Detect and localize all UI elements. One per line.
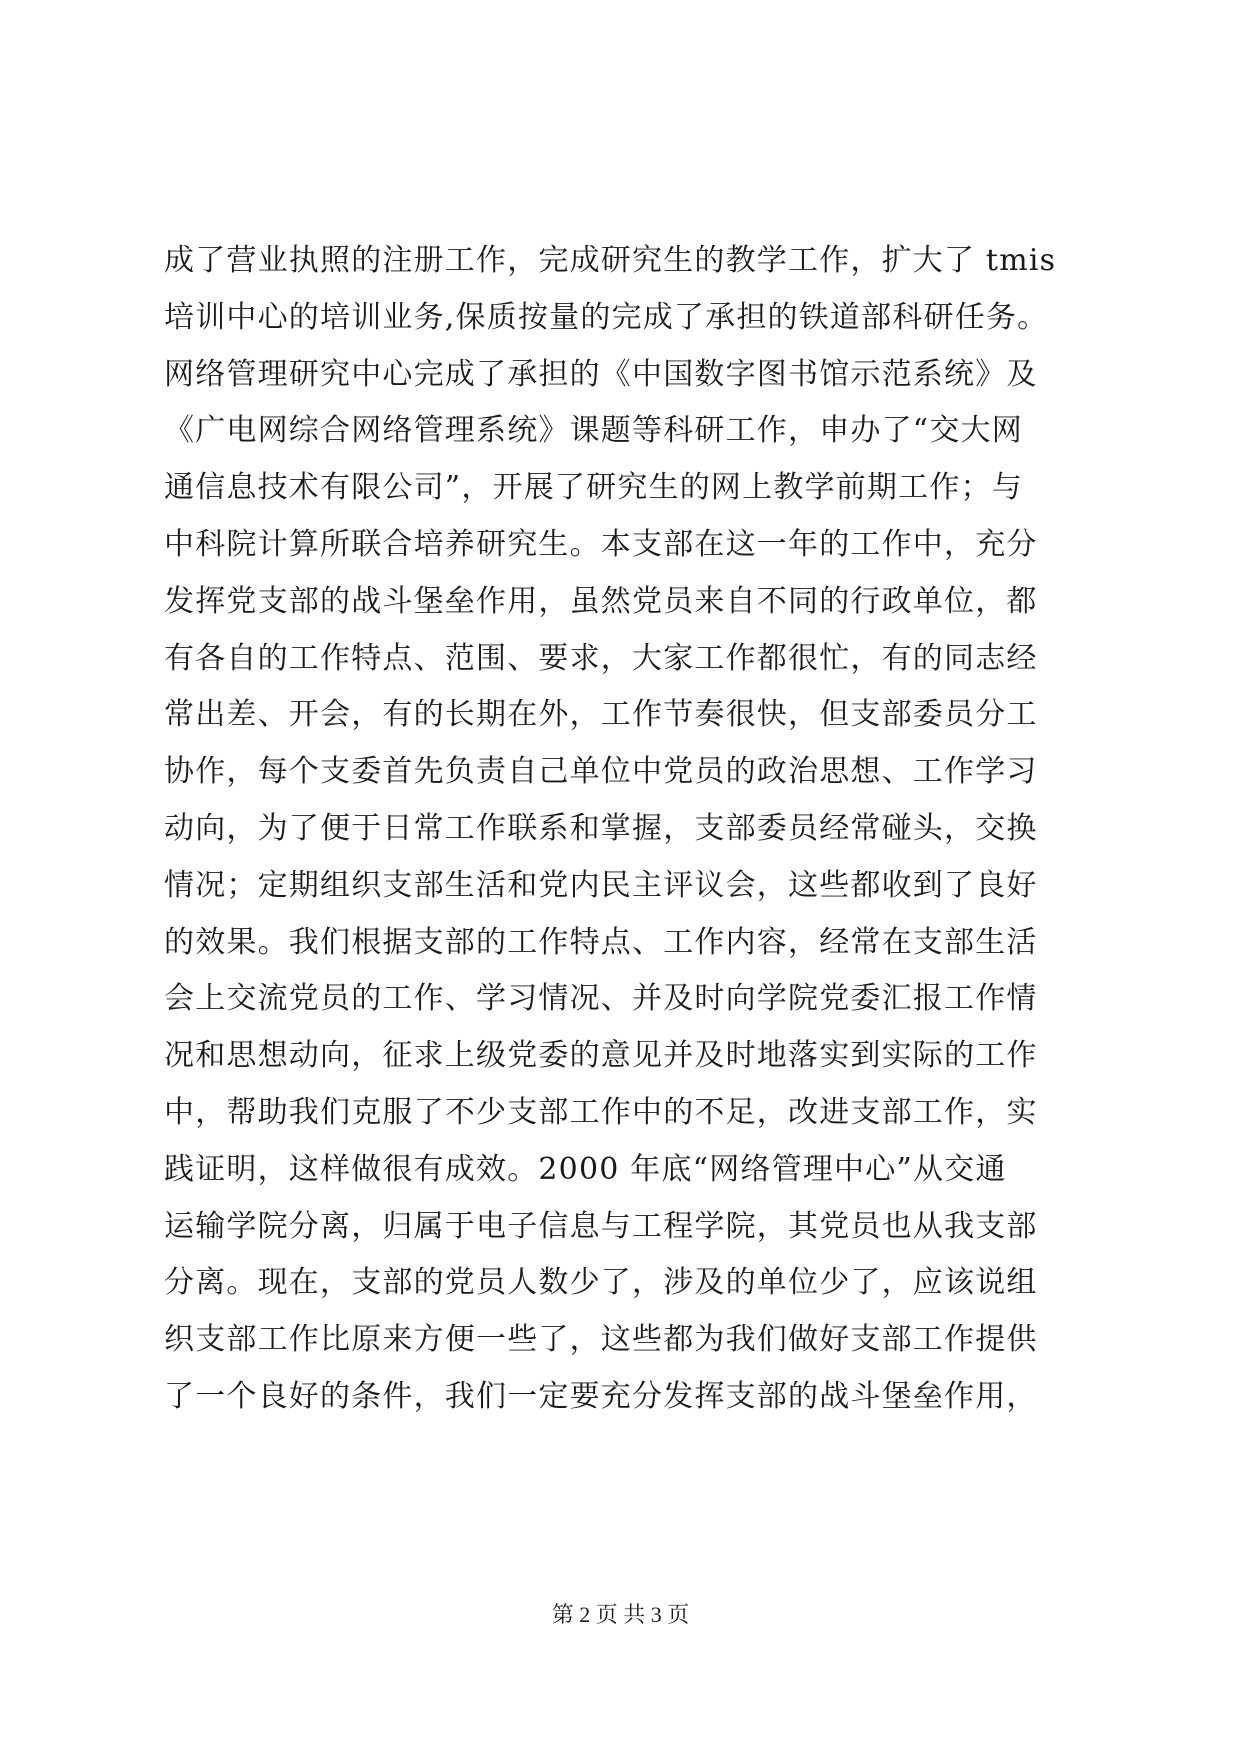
text-line: 动向，为了便于日常工作联系和掌握，支部委员经常碰头，交换 xyxy=(164,810,1038,846)
text-line: 《广电网综合网络管理系统》课题等科研工作，申办了“交大网 xyxy=(164,413,1023,449)
text-line: 会上交流党员的工作、学习情况、并及时向学院党委汇报工作情 xyxy=(164,981,1038,1017)
body-text xyxy=(164,233,1124,1426)
text-line: 织支部工作比原来方便一些了，这些都为我们做好支部工作提供 xyxy=(164,1322,1038,1358)
text-line: 发挥党支部的战斗堡垒作用，虽然党员来自不同的行政单位，都 xyxy=(164,583,1038,619)
text-line: 中科院计算所联合培养研究生。本支部在这一年的工作中，充分 xyxy=(164,526,1038,562)
text-line: 分离。现在，支部的党员人数少了，涉及的单位少了，应该说组 xyxy=(164,1265,1038,1301)
text-line: 中，帮助我们克服了不少支部工作中的不足，改进支部工作，实 xyxy=(164,1094,1038,1130)
text-line: 情况；定期组织支部生活和党内民主评议会，这些都收到了良好 xyxy=(164,867,1038,903)
text-line: 运输学院分离，归属于电子信息与工程学院，其党员也从我支部 xyxy=(164,1208,1038,1244)
text-line: 有各自的工作特点、范围、要求，大家工作都很忙，有的同志经 xyxy=(164,640,1038,676)
text-line: 的效果。我们根据支部的工作特点、工作内容，经常在支部生活 xyxy=(164,924,1038,960)
text-line: 了一个良好的条件，我们一定要充分发挥支部的战斗堡垒作用， xyxy=(164,1378,1038,1414)
text-line: 成了营业执照的注册工作，完成研究生的教学工作，扩大了 tmis xyxy=(164,243,1057,278)
text-line: 践证明，这样做很有成效。2000 年底“网络管理中心”从交通 xyxy=(164,1151,1007,1187)
text-line: 通信息技术有限公司”，开展了研究生的网上教学前期工作；与 xyxy=(164,470,1023,506)
page-number-footer: 第 2 页 共 3 页 xyxy=(551,1602,690,1627)
text-line: 常出差、开会，有的长期在外，工作节奏很快，但支部委员分工 xyxy=(164,697,1038,733)
text-line: 网络管理研究中心完成了承担的《中国数字图书馆示范系统》及 xyxy=(164,356,1038,392)
text-line: 培训中心的培训业务,保质按量的完成了承担的铁道部科研任务。 xyxy=(164,299,1049,335)
text-line: 协作，每个支委首先负责自己单位中党员的政治思想、工作学习 xyxy=(164,754,1038,790)
text-line: 况和思想动向，征求上级党委的意见并及时地落实到实际的工作 xyxy=(164,1038,1038,1074)
